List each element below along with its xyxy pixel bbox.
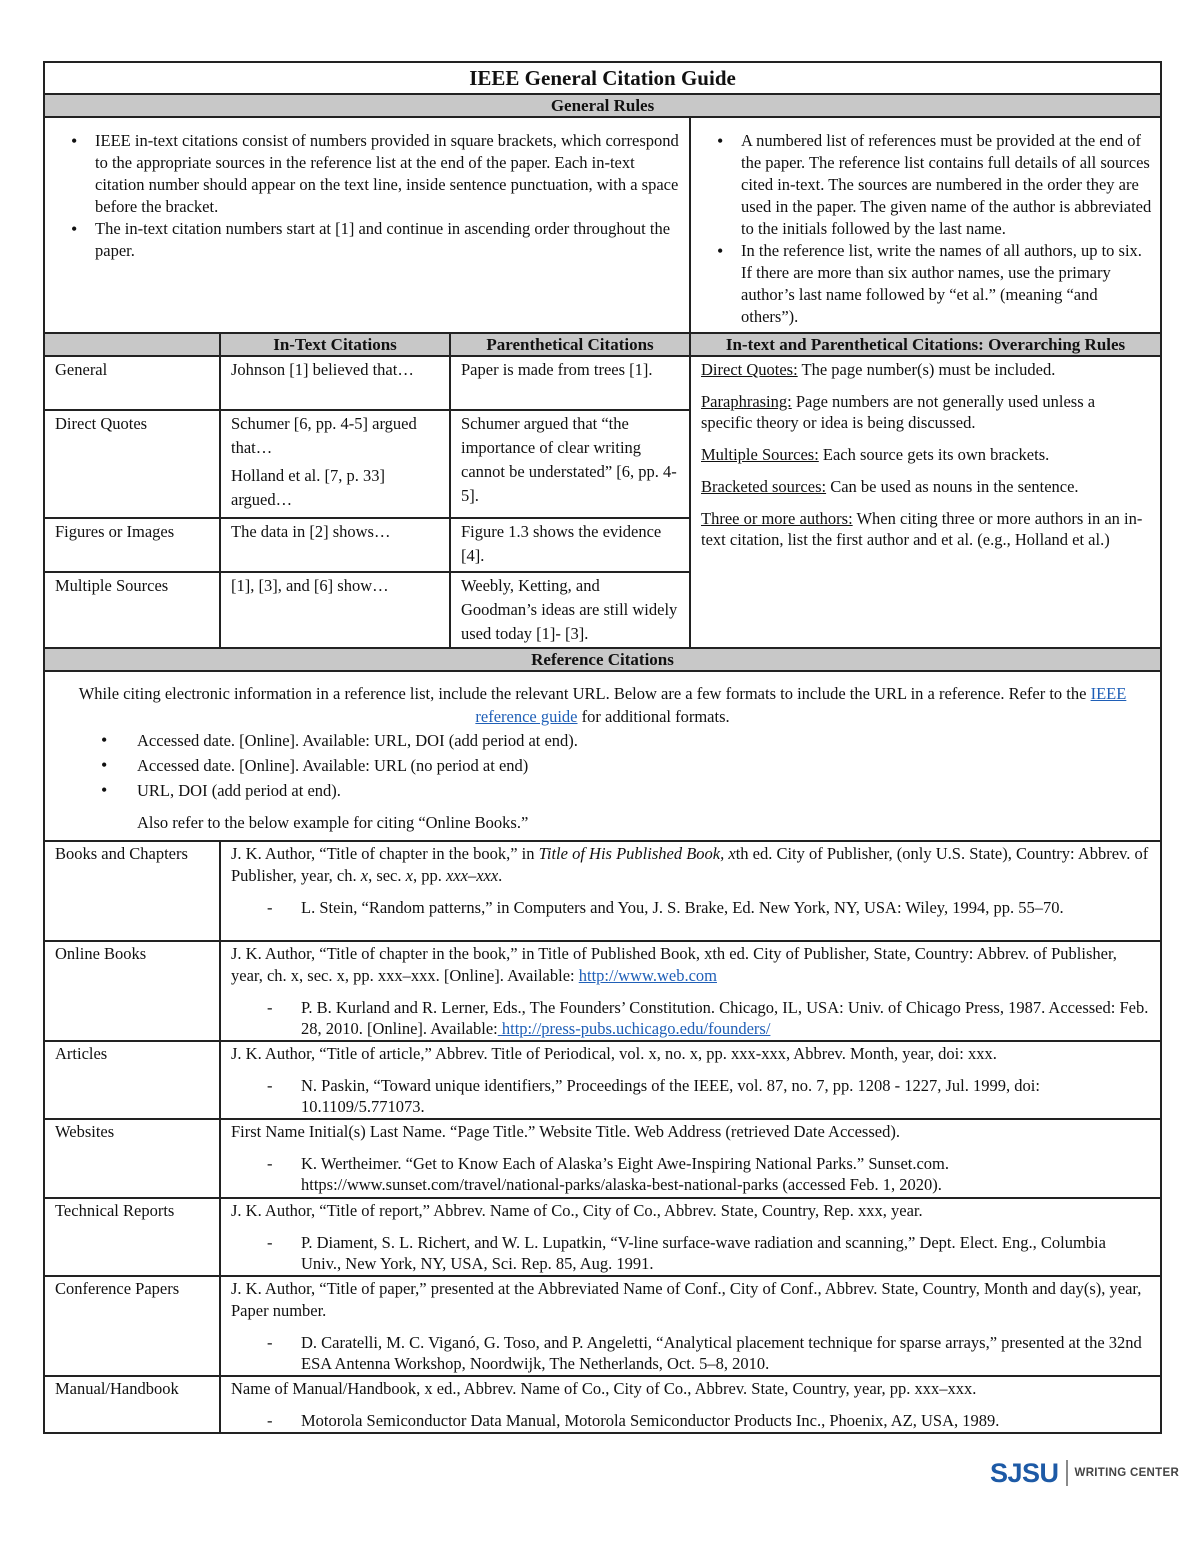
row-label: Figures or Images xyxy=(44,518,220,572)
rule-item: Direct Quotes: The page number(s) must be included. xyxy=(701,360,1056,379)
reference-format: Name of Manual/Handbook, x ed., Abbrev. Name of Co., City of Co., Abbrev. State, Country, year, pp. xxx–xxx. xyxy=(231,1379,977,1398)
guide-table xyxy=(43,61,1162,1434)
reference-format: First Name Initial(s) Last Name. “Page Title.” Website Title. Web Address (retrieved Date Accessed). xyxy=(231,1122,900,1141)
reference-format: J. K. Author, “Title of chapter in the book,” in Title of His Published Book, xth ed. City of Publisher, (only U.S. State), Country: Abbrev. of Publisher, year, ch. x, sec. x, pp. xxx–xxx. xyxy=(231,844,1149,885)
reference-entry xyxy=(220,1276,1161,1376)
column-header-overarching-rules: In-text and Parenthetical Citations: Overarching Rules xyxy=(690,333,1161,356)
parenthetical-example: Weebly, Ketting, and Goodman’s ideas are still widely used today [1]- [3]. xyxy=(450,572,690,648)
rule-item: Bracketed sources: Can be used as nouns in the sentence. xyxy=(701,477,1079,496)
reference-type-label: Websites xyxy=(44,1119,220,1198)
general-rules-left xyxy=(44,117,690,333)
reference-type-label: Articles xyxy=(44,1041,220,1119)
reference-format: J. K. Author, “Title of chapter in the book,” in Title of Published Book, xth ed. City of Publisher, State, Country: Abbrev. of Publisher, year, ch. x, sec. x, pp. xxx–xxx. [Online]. Available: http://www.web.com xyxy=(231,944,1117,985)
reference-citations-header: Reference Citations xyxy=(44,648,1161,671)
row-label: Multiple Sources xyxy=(44,572,220,648)
reference-example: - D. Caratelli, M. C. Viganó, G. Toso, and P. Angeletti, “Analytical placement technique for sparse arrays,” presented at the 32nd ESA Antenna Workshop, Noordwijk, The Netherlands, Oct. 5–8, 2010. xyxy=(231,1332,1150,1374)
reference-intro xyxy=(44,671,1161,841)
general-rules-right xyxy=(690,117,1161,333)
column-header-blank xyxy=(44,333,220,356)
parenthetical-example: Figure 1.3 shows the evidence [4]. xyxy=(450,518,690,572)
intext-example: Schumer [6, pp. 4-5] argued that… Holland et al. [7, p. 33] argued… xyxy=(220,410,450,518)
reference-format: J. K. Author, “Title of paper,” presented at the Abbreviated Name of Conf., City of Conf., Abbrev. State, Country, Month and day(s), year, Paper number. xyxy=(231,1279,1142,1320)
reference-entry xyxy=(220,1376,1161,1433)
reference-example: - K. Wertheimer. “Get to Know Each of Alaska’s Eight Awe-Inspiring National Parks.” Sunset.com. https://www.sunset.com/travel/national-parks/alaska-best-national-parks (accessed Feb. 1, 2020). xyxy=(231,1153,1150,1195)
general-rules-header: General Rules xyxy=(44,94,1161,117)
citation-guide-page xyxy=(43,61,1160,1434)
format-item: • Accessed date. [Online]. Available: URL (no period at end) xyxy=(95,753,1150,778)
logo-divider xyxy=(1066,1460,1068,1486)
reference-example: - L. Stein, “Random patterns,” in Computers and You, J. S. Brake, Ed. New York, NY, USA: Wiley, 1994, pp. 55–70. xyxy=(231,897,1150,918)
format-item: • URL, DOI (add period at end). xyxy=(95,778,1150,803)
general-rule-item: • The in-text citation numbers start at [1] and continue in ascending order throughout the paper. xyxy=(53,218,683,262)
reference-entry xyxy=(220,1119,1161,1198)
intext-example: Johnson [1] believed that… xyxy=(220,356,450,410)
reference-type-label: Conference Papers xyxy=(44,1276,220,1376)
general-rule-item: • In the reference list, write the names of all authors, up to six. If there are more than six author names, use the primary author’s last name followed by “et al.” (meaning “and others”). xyxy=(699,240,1154,328)
rule-item: Three or more authors: When citing three or more authors in an in-text citation, list the first author and et al. (e.g., Holland et al.) xyxy=(701,509,1143,549)
reference-example: - P. B. Kurland and R. Lerner, Eds., The Founders’ Constitution. Chicago, IL, USA: Univ. of Chicago Press, 1987. Accessed: Feb. 28, 2010. [Online]. Available: http://press-pubs.uchicago.edu/founders/ xyxy=(231,997,1150,1039)
row-label: Direct Quotes xyxy=(44,410,220,518)
reference-entry xyxy=(220,941,1161,1041)
reference-type-label: Online Books xyxy=(44,941,220,1041)
parenthetical-example: Schumer argued that “the importance of clear writing cannot be understated” [6, pp. 4-5]. xyxy=(450,410,690,518)
reference-format: J. K. Author, “Title of report,” Abbrev. Name of Co., City of Co., Abbrev. State, Country, Rep. xxx, year. xyxy=(231,1201,923,1220)
sjsu-writing-center-logo xyxy=(990,1455,1179,1491)
intext-example: [1], [3], and [6] show… xyxy=(220,572,450,648)
reference-format: J. K. Author, “Title of article,” Abbrev. Title of Periodical, vol. x, no. x, pp. xxx-xxx, Abbrev. Month, year, doi: xxx. xyxy=(231,1044,997,1063)
reference-entry xyxy=(220,1041,1161,1119)
column-header-parenthetical: Parenthetical Citations xyxy=(450,333,690,356)
founders-link[interactable]: http://press-pubs.uchicago.edu/founders/ xyxy=(497,1019,771,1038)
row-label: General xyxy=(44,356,220,410)
intro-text: While citing electronic information in a reference list, include the relevant URL. Below are a few formats to include the URL in a reference. Refer to the IEEE reference guide for additional formats. xyxy=(78,684,1127,726)
web-link[interactable]: http://www.web.com xyxy=(578,966,717,985)
reference-type-label: Technical Reports xyxy=(44,1198,220,1276)
format-item: • Accessed date. [Online]. Available: URL, DOI (add period at end). xyxy=(95,728,1150,753)
page-title: IEEE General Citation Guide xyxy=(44,62,1161,94)
also-note: Also refer to the below example for citing “Online Books.” xyxy=(137,813,529,832)
overarching-rules xyxy=(690,356,1161,648)
reference-example: - N. Paskin, “Toward unique identifiers,” Proceedings of the IEEE, vol. 87, no. 7, pp. 1208 - 1227, Jul. 1999, doi: 10.1109/5.771073. xyxy=(231,1075,1150,1117)
general-rule-item: • IEEE in-text citations consist of numbers provided in square brackets, which correspond to the appropriate sources in the reference list at the end of the paper. Each in-text citation number should appear on the text line, inside sentence punctuation, with a space before the bracket. xyxy=(53,130,683,218)
reference-type-label: Books and Chapters xyxy=(44,841,220,941)
reference-example: - P. Diament, S. L. Richert, and W. L. Lupatkin, “V-line surface-wave radiation and scanning,” Dept. Elect. Eng., Columbia Univ., New York, NY, USA, Sci. Rep. 85, Aug. 1991. xyxy=(231,1232,1150,1274)
parenthetical-example: Paper is made from trees [1]. xyxy=(450,356,690,410)
reference-example: - Motorola Semiconductor Data Manual, Motorola Semiconductor Products Inc., Phoenix, AZ, USA, 1989. xyxy=(231,1410,1150,1431)
column-header-intext: In-Text Citations xyxy=(220,333,450,356)
intext-example: The data in [2] shows… xyxy=(220,518,450,572)
reference-entry xyxy=(220,1198,1161,1276)
rule-item: Paraphrasing: Page numbers are not generally used unless a specific theory or idea is being discussed. xyxy=(701,392,1096,432)
reference-type-label: Manual/Handbook xyxy=(44,1376,220,1433)
reference-entry xyxy=(220,841,1161,941)
rule-item: Multiple Sources: Each source gets its own brackets. xyxy=(701,445,1050,464)
sjsu-wordmark: SJSU xyxy=(990,1458,1059,1488)
general-rule-item: • A numbered list of references must be provided at the end of the paper. The reference list contains full details of all sources cited in-text. The sources are numbered in the order they are used in the paper. The given name of the author is abbreviated to the initials followed by the last name. xyxy=(699,130,1154,240)
writing-center-label: WRITING CENTER xyxy=(1074,1467,1180,1479)
ieee-reference-guide-link[interactable]: IEEE reference guide xyxy=(475,684,1127,726)
